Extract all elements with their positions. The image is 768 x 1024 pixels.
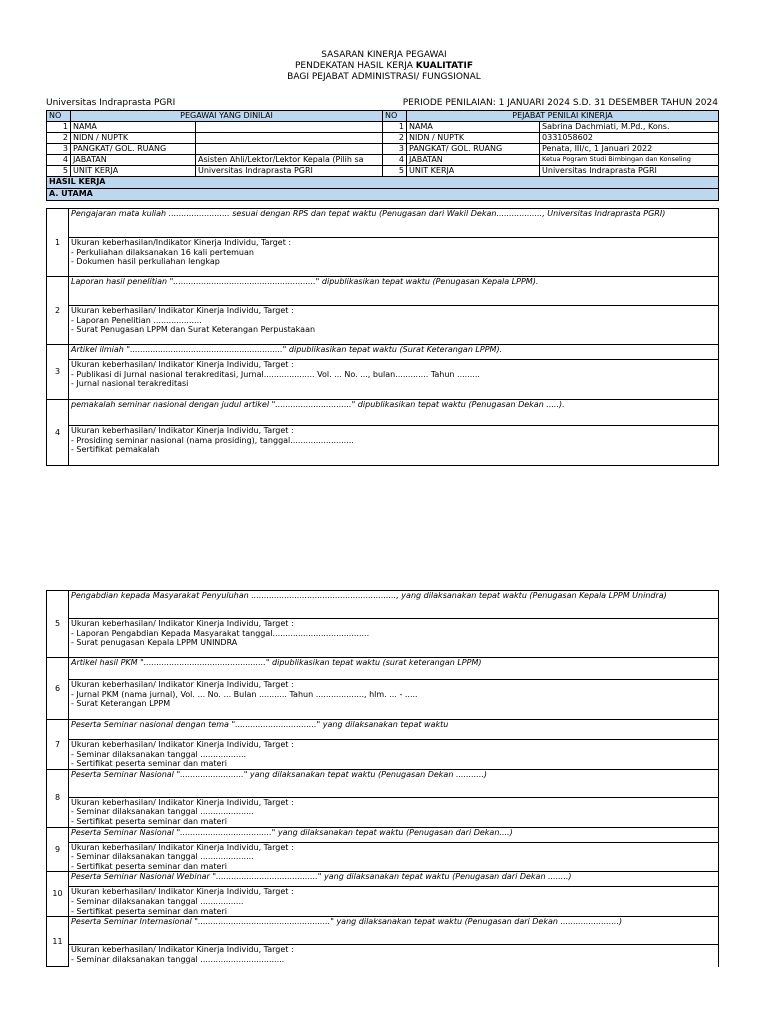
- indicator-line: - Surat Penugasan LPPM dan Surat Keterangan Perpustakaan: [71, 325, 316, 335]
- indicator-row: [47, 619, 719, 658]
- indicator-cell: [69, 238, 719, 277]
- task-description: Peserta Seminar Nasional "........................." yang dilaksanakan tepat waktu (Penugasan Dekan ...........): [69, 769, 719, 797]
- indicator-row: [47, 842, 719, 872]
- field-label: NAMA: [71, 122, 196, 133]
- doc-title-line1: SASARAN KINERJA PEGAWAI: [321, 50, 447, 60]
- indicator-cell: [69, 945, 719, 967]
- indicator-line: Ukuran keberhasilan/Indikator Kinerja Individu, Target :: [71, 238, 292, 247]
- indicator-line: - Jurnal PKM (nama jurnal), Vol. ... No. ... Bulan ........... Tahun ..................., hlm. ... - .....: [71, 689, 418, 699]
- task-description: Laporan hasil penelitian "........................................................" dipublikasikan tepat waktu (Penugasan Kepala LPPM).: [69, 277, 719, 306]
- indicator-cell: [69, 680, 719, 720]
- field-label: JABATAN: [407, 155, 540, 166]
- field-label: UNIT KERJA: [71, 166, 196, 177]
- item-number: 3: [47, 345, 69, 400]
- indicator-cell: [69, 619, 719, 658]
- indicator-line: - Sertifikat peserta seminar dan materi: [71, 906, 227, 916]
- indicator-line: Ukuran keberhasilan/ Indikator Kinerja Individu, Target :: [71, 426, 294, 435]
- indicator-line: - Seminar dilaksanakan tanggal ..................: [71, 749, 247, 759]
- info-row: [47, 122, 719, 133]
- indicator-line: - Sertifikat pemakalah: [71, 445, 160, 455]
- task-row: [47, 917, 719, 945]
- indicator-line: Ukuran keberhasilan/ Indikator Kinerja Individu, Target :: [71, 360, 294, 369]
- employee-info-table: [46, 110, 719, 201]
- indicator-line: Ukuran keberhasilan/ Indikator Kinerja Individu, Target :: [71, 740, 294, 749]
- field-label: NIDN / NUPTK: [71, 133, 196, 144]
- row-number: 2: [47, 133, 71, 144]
- pejabat-penilai-header: PEJABAT PENILAI KINERJA: [407, 111, 719, 122]
- row-number: 1: [47, 122, 71, 133]
- indicator-line: Ukuran keberhasilan/ Indikator Kinerja Individu, Target :: [71, 619, 294, 628]
- no-header-left: NO: [47, 111, 71, 122]
- field-value: Ketua Pogram Studi Bimbingan dan Konseling: [540, 155, 719, 166]
- section-hasil-kerja: HASIL KERJA: [47, 177, 719, 189]
- field-label: JABATAN: [71, 155, 196, 166]
- indicator-line: - Publikasi di Jurnal nasional terakreditasi, Jurnal.................... Vol. ... No. ..., bulan............. Tahun .........: [71, 369, 480, 379]
- item-number: 11: [47, 917, 69, 967]
- indicator-line: - Laporan Pengabdian Kepada Masyarakat tanggal......................................: [71, 628, 370, 638]
- no-header-right: NO: [383, 111, 407, 122]
- pegawai-dinilai-header: PEGAWAI YANG DINILAI: [71, 111, 383, 122]
- university-name: Universitas Indraprasta PGRI: [46, 98, 176, 108]
- indicator-line: Ukuran keberhasilan/ Indikator Kinerja Individu, Target :: [71, 842, 294, 852]
- info-row: [47, 133, 719, 144]
- indicator-cell: [69, 740, 719, 770]
- info-row: [47, 144, 719, 155]
- doc-title-line2-bold: KUALITATIF: [415, 61, 473, 71]
- field-label: PANGKAT/ GOL. RUANG: [71, 144, 196, 155]
- indicator-line: - Perkuliahan dilaksanakan 16 kali pertemuan: [71, 247, 254, 257]
- item-number: 2: [47, 277, 69, 345]
- indicator-cell: [69, 842, 719, 872]
- indicator-line: - Seminar dilaksanakan tanggal .....................: [71, 852, 254, 862]
- field-value: Universitas Indraprasta PGRI: [196, 166, 383, 177]
- indicator-line: - Sertifikat peserta seminar dan materi: [71, 759, 227, 769]
- performance-items-table-page1: [46, 208, 719, 466]
- task-row: [47, 720, 719, 740]
- indicator-row: [47, 426, 719, 466]
- task-description: Artikel ilmiah "............................................................" dipublikasikan tepat waktu (Surat Keterangan LPPM).: [69, 345, 719, 360]
- task-row: [47, 591, 719, 619]
- field-value: Penata, III/c, 1 Januari 2022: [540, 144, 719, 155]
- item-number: 1: [47, 209, 69, 277]
- row-number: 3: [47, 144, 71, 155]
- task-description: pemakalah seminar nasional dengan judul artikel ".............................." dipublikasikan tepat waktu (Penugasan Dekan .....).: [69, 400, 719, 426]
- indicator-line: - Surat Keterangan LPPM: [71, 699, 171, 709]
- indicator-row: [47, 740, 719, 770]
- task-row: [47, 769, 719, 797]
- item-number: 7: [47, 720, 69, 770]
- indicator-row: [47, 945, 719, 967]
- row-number: 5: [47, 166, 71, 177]
- task-description: Peserta Seminar Nasional Webinar "........................................" yang dilaksanakan tepat waktu (Penugasan dari Dekan ........): [69, 872, 719, 887]
- task-row: [47, 209, 719, 238]
- doc-title-line2: [0, 61, 768, 72]
- row-number: 4: [47, 155, 71, 166]
- task-row: [47, 400, 719, 426]
- task-description: Pengajaran mata kuliah ........................ sesuai dengan RPS dan tepat waktu (Penugasan dari Wakil Dekan.................., Universitas Indraprasta PGRI): [69, 209, 719, 238]
- field-value: 0331058602: [540, 133, 719, 144]
- indicator-line: Ukuran keberhasilan/ Indikator Kinerja Individu, Target :: [71, 945, 294, 955]
- indicator-row: [47, 238, 719, 277]
- row-number: 4: [383, 155, 407, 166]
- section-utama: A. UTAMA: [47, 189, 719, 201]
- task-description: Peserta Seminar Nasional "...................................." yang dilaksanakan tepat waktu (Penugasan dari Dekan....): [69, 827, 719, 842]
- field-label: NAMA: [407, 122, 540, 133]
- indicator-line: - Seminar dilaksanakan tanggal .....................: [71, 807, 254, 817]
- indicator-row: [47, 360, 719, 400]
- row-number: 2: [383, 133, 407, 144]
- item-number: 10: [47, 872, 69, 917]
- task-row: [47, 277, 719, 306]
- indicator-line: - Prosiding seminar nasional (nama prosiding), tanggal.........................: [71, 435, 354, 445]
- indicator-line: - Seminar dilaksanakan tanggal .................................: [71, 954, 285, 964]
- doc-title-line3: BAGI PEJABAT ADMINISTRASI/ FUNGSIONAL: [287, 72, 481, 82]
- task-row: [47, 827, 719, 842]
- indicator-line: Ukuran keberhasilan/ Indikator Kinerja Individu, Target :: [71, 306, 294, 315]
- indicator-line: - Laporan Penelitian ...................: [71, 315, 202, 325]
- indicator-cell: [69, 360, 719, 400]
- row-number: 3: [383, 144, 407, 155]
- field-label: UNIT KERJA: [407, 166, 540, 177]
- task-row: [47, 872, 719, 887]
- row-number: 5: [383, 166, 407, 177]
- indicator-row: [47, 797, 719, 827]
- field-value: [196, 133, 383, 144]
- info-row: [47, 166, 719, 177]
- indicator-row: [47, 306, 719, 345]
- indicator-line: - Surat penugasan Kepala LPPM UNINDRA: [71, 638, 238, 648]
- task-description: Peserta Seminar nasional dengan tema "................................" yang dilaksanakan tepat waktu: [69, 720, 719, 740]
- field-label: NIDN / NUPTK: [407, 133, 540, 144]
- indicator-line: - Seminar dilaksanakan tanggal .................: [71, 896, 244, 906]
- indicator-row: [47, 887, 719, 917]
- indicator-cell: [69, 426, 719, 466]
- assessment-period: PERIODE PENILAIAN: 1 JANUARI 2024 S.D. 31 DESEMBER TAHUN 2024: [402, 98, 718, 108]
- indicator-line: - Dokumen hasil perkuliahan lengkap: [71, 257, 220, 267]
- item-number: 9: [47, 827, 69, 872]
- indicator-line: - Sertifikat peserta seminar dan materi: [71, 816, 227, 826]
- task-row: [47, 658, 719, 680]
- performance-items-table-page2: [46, 590, 719, 967]
- doc-title-line2-prefix: PENDEKATAN HASIL KERJA: [295, 61, 416, 71]
- info-row: [47, 155, 719, 166]
- indicator-line: Ukuran keberhasilan/ Indikator Kinerja Individu, Target :: [71, 797, 294, 807]
- item-number: 4: [47, 400, 69, 466]
- task-description: Peserta Seminar Internasional "...................................................." yang dilaksanakan tepat waktu (Penugasan dari Dekan .......................): [69, 917, 719, 945]
- field-label: PANGKAT/ GOL. RUANG: [407, 144, 540, 155]
- field-value: [196, 144, 383, 155]
- field-value: [196, 122, 383, 133]
- indicator-cell: [69, 797, 719, 827]
- indicator-line: Ukuran keberhasilan/ Indikator Kinerja Individu, Target :: [71, 887, 294, 897]
- indicator-line: - Sertifikat peserta seminar dan materi: [71, 861, 227, 871]
- indicator-row: [47, 680, 719, 720]
- task-row: [47, 345, 719, 360]
- task-description: Artikel hasil PKM "................................................" dipublikasikan tepat waktu (surat keterangan LPPM): [69, 658, 719, 680]
- indicator-line: - Jurnal nasional terakreditasi: [71, 379, 189, 389]
- indicator-cell: [69, 306, 719, 345]
- item-number: 6: [47, 658, 69, 720]
- indicator-cell: [69, 887, 719, 917]
- item-number: 5: [47, 591, 69, 658]
- task-description: Pengabdian kepada Masyarakat Penyuluhan ........................................................., yang dilaksanakan tepat waktu (Penugasan Kepala LPPM Unindra): [69, 591, 719, 619]
- indicator-line: Ukuran keberhasilan/ Indikator Kinerja Individu, Target :: [71, 680, 294, 689]
- field-value: Universitas Indraprasta PGRI: [540, 166, 719, 177]
- field-value: Asisten Ahli/Lektor/Lektor Kepala (Pilih sa: [196, 155, 383, 166]
- row-number: 1: [383, 122, 407, 133]
- field-value: Sabrina Dachmiati, M.Pd., Kons.: [540, 122, 719, 133]
- item-number: 8: [47, 769, 69, 827]
